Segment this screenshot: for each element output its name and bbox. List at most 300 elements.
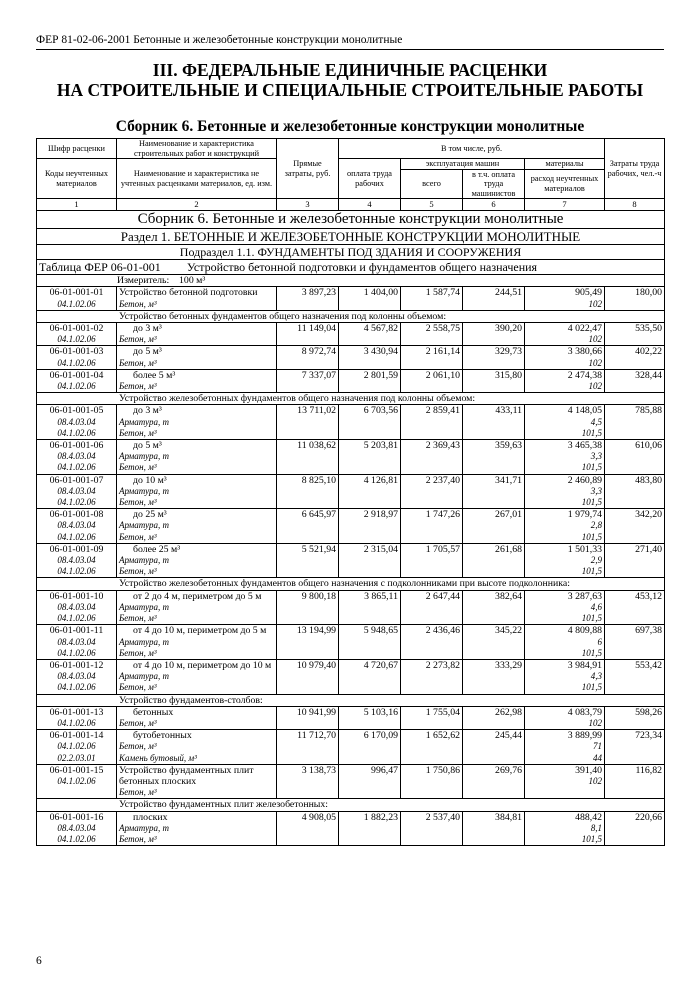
subsection-row: Подраздел 1.1. ФУНДАМЕНТЫ ПОД ЗДАНИЯ И СООРУЖЕНИЯ [37,245,665,260]
rate-machinists: 384,81 [463,811,525,846]
material-code: 08.4.03.04 [57,636,96,647]
rate-total: 2 237,40 [401,474,463,509]
rate-machinists: 345,22 [463,625,525,660]
rate-materials-cell [525,590,605,625]
rate-name: Устройство бетонной подготовки [119,287,258,299]
rate-code: 06-01-001-15 [49,764,104,776]
rate-name-cell [117,346,277,369]
rate-wages: 4 126,81 [339,474,401,509]
material-code: 04.1.02.06 [57,531,96,542]
rate-materials-cell [525,730,605,765]
table-title-row [37,260,665,275]
material-name: Бетон, м³ [119,531,157,542]
material-code: 04.1.02.06 [57,717,96,728]
rate-labor: 553,42 [605,659,665,694]
rate-code: 06-01-001-11 [49,625,104,637]
rate-row [37,543,665,578]
rate-row [37,287,665,310]
rate-labor: 483,80 [605,474,665,509]
material-code: 04.1.02.06 [57,381,96,392]
rate-direct: 10 941,99 [277,706,339,729]
rate-materials: 1 979,74 [567,509,603,521]
col-including-header: В том числе, руб. [339,139,605,159]
rate-labor: 402,22 [605,346,665,369]
rate-wages: 1 404,00 [339,287,401,310]
rate-materials: 2 474,38 [567,369,603,381]
rate-machinists: 315,80 [463,369,525,392]
rate-materials: 905,49 [575,287,603,299]
section-row: Раздел 1. БЕТОННЫЕ И ЖЕЛЕЗОБЕТОННЫЕ КОНСТРУКЦИИ МОНОЛИТНЫЕ [37,229,665,245]
material-code: 04.1.02.06 [57,741,96,752]
rate-code-cell [37,440,117,475]
rate-materials: 4 809,88 [567,625,603,637]
rate-materials-cell [525,323,605,346]
rate-total: 2 647,44 [401,590,463,625]
material-name: Арматура, т [119,451,169,462]
rate-code-cell [37,706,117,729]
group-title: Устройство железобетонных фундаментов общего назначения с подколонниками при высоте подколонника: [37,578,665,590]
material-code: 04.1.02.06 [57,647,96,658]
material-code: 08.4.03.04 [57,822,96,833]
rate-code: 06-01-001-12 [49,659,104,671]
material-name: Бетон, м³ [119,741,157,752]
rate-labor: 328,44 [605,369,665,392]
table-title: Устройство бетонной подготовки и фундаментов общего назначения [186,260,538,275]
rate-row [37,590,665,625]
material-use: 102 [588,334,603,345]
rate-materials-cell [525,509,605,544]
rate-materials-cell [525,287,605,310]
material-use: 101,5 [581,566,603,577]
rate-materials-cell [525,811,605,846]
material-code: 08.4.03.04 [57,671,96,682]
material-code: 02.2.03.01 [57,752,96,763]
material-use: 101,5 [581,531,603,542]
material-code: 04.1.02.06 [57,334,96,345]
rate-materials-cell [525,764,605,799]
rate-machinists: 244,51 [463,287,525,310]
rate-direct: 3 897,23 [277,287,339,310]
rate-code-cell [37,543,117,578]
page-title-line1: III. ФЕДЕРАЛЬНЫЕ ЕДИНИЧНЫЕ РАСЦЕНКИ [152,60,548,80]
rate-wages: 996,47 [339,764,401,799]
rate-code: 06-01-001-03 [49,346,104,358]
rate-name-cell [117,764,277,799]
rate-wages: 3 865,11 [339,590,401,625]
rate-direct: 7 337,07 [277,369,339,392]
column-number: 7 [525,199,605,211]
rate-wages: 6 170,09 [339,730,401,765]
rate-name-cell [117,323,277,346]
material-code: 04.1.02.06 [57,497,96,508]
column-numbers-row [37,199,665,211]
rate-name-cell [117,509,277,544]
rate-materials-cell [525,543,605,578]
rate-code: 06-01-001-08 [49,509,104,521]
rate-code-cell [37,590,117,625]
rate-name: до 3 м³ [133,405,162,417]
rate-direct: 8 825,10 [277,474,339,509]
rate-direct: 8 972,74 [277,346,339,369]
rate-materials: 3 380,66 [567,346,603,358]
rate-row [37,764,665,799]
rate-materials: 2 460,89 [567,474,603,486]
rate-materials-cell [525,625,605,660]
material-use: 6 [597,636,603,647]
material-use: 101,5 [581,427,603,438]
material-name: Бетон, м³ [119,427,157,438]
meter-value: 100 м³ [179,275,206,287]
rate-labor: 610,06 [605,440,665,475]
material-name: Бетон, м³ [119,717,157,728]
rate-code: 06-01-001-16 [49,811,104,823]
col-material-use-header: расход неучтенных материалов [525,169,605,199]
group-title: Устройство железобетонных фундаментов общего назначения под колонны объемом: [37,393,665,405]
rate-name-cell [117,659,277,694]
rate-materials-cell [525,346,605,369]
rate-row [37,346,665,369]
material-use: 4,3 [590,671,603,682]
rate-wages: 2 801,59 [339,369,401,392]
material-name: Бетон, м³ [119,566,157,577]
rate-machinists: 329,73 [463,346,525,369]
material-use: 4,6 [590,601,603,612]
material-use: 102 [588,381,603,392]
rate-name: плоских [133,811,168,823]
col-total-header: всего [401,169,463,199]
rate-name: от 4 до 10 м, периметром до 5 м [133,625,267,637]
rate-total: 2 273,82 [401,659,463,694]
rate-materials: 3 889,99 [567,730,603,742]
material-name: Бетон, м³ [119,381,157,392]
rate-row [37,369,665,392]
header-rule [36,49,664,50]
rate-name-cell [117,706,277,729]
rate-code: 06-01-001-04 [49,369,104,381]
material-name: Бетон, м³ [119,682,157,693]
material-use: 102 [588,298,603,309]
rate-name: до 25 м³ [133,509,167,521]
rate-name: от 4 до 10 м, периметром до 10 м [133,659,272,671]
col-labor-header: Затраты труда рабочих, чел.-ч [605,139,665,199]
rate-name: до 10 м³ [133,474,167,486]
material-use: 2,9 [590,555,603,566]
rate-materials: 1 501,33 [567,543,603,555]
rate-direct: 10 979,40 [277,659,339,694]
rate-total: 1 652,62 [401,730,463,765]
rate-materials-cell [525,659,605,694]
column-number: 3 [277,199,339,211]
rate-labor: 271,40 [605,543,665,578]
rate-code-cell [37,474,117,509]
rate-row [37,405,665,440]
material-code: 04.1.02.06 [57,462,96,473]
rate-direct: 13 711,02 [277,405,339,440]
rate-materials: 391,40 [575,764,603,776]
material-use: 102 [588,717,603,728]
material-code: 04.1.02.06 [57,682,96,693]
rate-name-cell [117,287,277,310]
rate-machinists: 269,76 [463,764,525,799]
rate-labor: 116,82 [605,764,665,799]
material-use: 101,5 [581,682,603,693]
material-code: 04.1.02.06 [57,833,96,844]
rate-materials: 4 022,47 [567,323,603,335]
material-use: 101,5 [581,462,603,473]
rate-materials-cell [525,369,605,392]
rate-wages: 4 720,67 [339,659,401,694]
material-use: 101,5 [581,647,603,658]
rate-code: 06-01-001-01 [49,287,104,299]
material-use: 3,3 [590,451,603,462]
rate-total: 1 747,26 [401,509,463,544]
rate-code-cell [37,659,117,694]
rate-machinists: 382,64 [463,590,525,625]
group-row [37,310,665,322]
rate-labor: 785,88 [605,405,665,440]
col-direct-header: Прямые затраты, руб. [277,139,339,199]
rate-materials-cell [525,706,605,729]
rate-wages: 1 882,23 [339,811,401,846]
col-name-sub-header: Наименование и характеристика не учтенных расценками материалов, ед. изм. [117,159,277,199]
material-code: 08.4.03.04 [57,416,96,427]
rate-wages: 2 918,97 [339,509,401,544]
rate-row [37,440,665,475]
rate-name: от 2 до 4 м, периметром до 5 м [133,590,262,602]
rate-machinists: 359,63 [463,440,525,475]
rate-name-cell [117,811,277,846]
rate-name-cell [117,405,277,440]
rate-row [37,811,665,846]
rate-name-cell [117,730,277,765]
material-use: 101,5 [581,613,603,624]
column-number: 5 [401,199,463,211]
rate-code-cell [37,811,117,846]
col-machines-header: эксплуатация машин [401,159,525,170]
rate-machinists: 390,20 [463,323,525,346]
material-name: Бетон, м³ [119,298,157,309]
rate-materials: 488,42 [575,811,603,823]
material-use: 71 [593,741,603,752]
material-name: Арматура, т [119,822,169,833]
rate-code: 06-01-001-10 [49,590,104,602]
rate-name: до 5 м³ [133,346,162,358]
group-row [37,393,665,405]
rate-materials: 4 083,79 [567,706,603,718]
col-wages-header: оплата труда рабочих [339,159,401,199]
rate-code-cell [37,625,117,660]
collection-row: Сборник 6. Бетонные и железобетонные конструкции монолитные [37,211,665,229]
meter-row [37,275,665,287]
rate-name: до 5 м³ [133,440,162,452]
rate-materials-cell [525,405,605,440]
rate-code: 06-01-001-05 [49,405,104,417]
material-code: 08.4.03.04 [57,451,96,462]
rate-materials: 3 465,38 [567,440,603,452]
material-name: Бетон, м³ [119,647,157,658]
running-header: ФЕР 81-02-06-2001 Бетонные и железобетонные конструкции монолитные [36,34,403,46]
rate-labor: 342,20 [605,509,665,544]
rate-row [37,730,665,765]
rate-name: бутобетонных [133,730,192,742]
rate-name-cell [117,474,277,509]
rate-labor: 535,50 [605,323,665,346]
material-use: 102 [588,775,603,786]
rate-total: 2 859,41 [401,405,463,440]
rate-direct: 5 521,94 [277,543,339,578]
material-code: 04.1.02.06 [57,357,96,368]
rate-materials: 4 148,05 [567,405,603,417]
rate-code-cell [37,730,117,765]
column-number: 1 [37,199,117,211]
rate-name-cell [117,590,277,625]
rate-wages: 2 315,04 [339,543,401,578]
rate-name: бетонных [133,706,174,718]
rate-code-cell [37,287,117,310]
rate-machinists: 341,71 [463,474,525,509]
rate-labor: 697,38 [605,625,665,660]
rate-direct: 3 138,73 [277,764,339,799]
rate-code: 06-01-001-09 [49,543,104,555]
group-title: Устройство фундаментных плит железобетонных: [37,799,665,811]
rate-code: 06-01-001-14 [49,730,104,742]
rate-code-cell [37,346,117,369]
collection-title: Сборник 6. Бетонные и железобетонные конструкции монолитные [115,118,585,135]
rate-total: 2 436,46 [401,625,463,660]
material-name: Бетон, м³ [119,334,157,345]
rate-direct: 11 712,70 [277,730,339,765]
col-code-header: Шифр расценки [37,139,117,159]
material-name: Арматура, т [119,485,169,496]
rate-code-cell [37,509,117,544]
rate-direct: 4 908,05 [277,811,339,846]
table-label: Таблица ФЕР 06-01-001 [39,260,161,275]
rate-labor: 598,26 [605,706,665,729]
rate-name-cell [117,440,277,475]
rate-labor: 180,00 [605,287,665,310]
rate-row [37,659,665,694]
material-use: 8,1 [590,822,603,833]
rate-row [37,323,665,346]
group-row [37,578,665,590]
material-name: Бетон, м³ [119,833,157,844]
col-incl-wages-header: в т.ч. оплата труда машинистов [463,169,525,199]
material-name: Бетон, м³ [119,462,157,473]
rate-row [37,625,665,660]
material-code: 04.1.02.06 [57,775,96,786]
rate-row [37,474,665,509]
rate-name: более 25 м³ [133,543,181,555]
rate-total: 2 537,40 [401,811,463,846]
material-code: 08.4.03.04 [57,601,96,612]
rate-wages: 5 203,81 [339,440,401,475]
material-name: Арматура, т [119,416,169,427]
rate-name: до 3 м³ [133,323,162,335]
rate-machinists: 245,44 [463,730,525,765]
group-row [37,694,665,706]
column-number: 4 [339,199,401,211]
material-code: 04.1.02.06 [57,613,96,624]
rate-code: 06-01-001-07 [49,474,104,486]
material-name: Арматура, т [119,601,169,612]
rate-machinists: 433,11 [463,405,525,440]
material-use: 101,5 [581,497,603,508]
material-code: 04.1.02.06 [57,298,96,309]
material-name: Арматура, т [119,671,169,682]
material-code: 04.1.02.06 [57,427,96,438]
rate-machinists: 267,01 [463,509,525,544]
rate-code-cell [37,323,117,346]
rate-total: 2 161,14 [401,346,463,369]
rate-row [37,706,665,729]
rate-machinists: 262,98 [463,706,525,729]
rate-total: 2 369,43 [401,440,463,475]
material-use: 2,8 [590,520,603,531]
rate-materials-cell [525,440,605,475]
rate-code-cell [37,405,117,440]
rate-direct: 6 645,97 [277,509,339,544]
rate-materials-cell [525,474,605,509]
rate-direct: 11 149,04 [277,323,339,346]
column-number: 6 [463,199,525,211]
rate-machinists: 333,29 [463,659,525,694]
col-name-header: Наименование и характеристика строительных работ и конструкций [117,139,277,159]
meter-label: Измеритель: [117,275,170,287]
rate-total: 1 587,74 [401,287,463,310]
rate-direct: 13 194,99 [277,625,339,660]
rate-labor: 220,66 [605,811,665,846]
material-name: Бетон, м³ [119,787,157,798]
material-name: Бетон, м³ [119,613,157,624]
rate-labor: 723,34 [605,730,665,765]
group-title: Устройство бетонных фундаментов общего назначения под колонны объемом: [37,310,665,322]
group-row [37,799,665,811]
rate-code: 06-01-001-06 [49,440,104,452]
rate-code: 06-01-001-02 [49,323,104,335]
rate-machinists: 261,68 [463,543,525,578]
rate-name: Устройство фундаментных плит бетонных плоских [119,764,254,787]
rate-wages: 6 703,56 [339,405,401,440]
rates-table [36,138,665,846]
material-code: 08.4.03.04 [57,520,96,531]
rate-name-cell [117,543,277,578]
material-name: Бетон, м³ [119,497,157,508]
column-number: 2 [117,199,277,211]
page-title-line2: НА СТРОИТЕЛЬНЫЕ И СПЕЦИАЛЬНЫЕ СТРОИТЕЛЬНЫЕ РАБОТЫ [56,80,644,100]
rate-wages: 4 567,82 [339,323,401,346]
material-use: 102 [588,357,603,368]
rate-labor: 453,12 [605,590,665,625]
rate-wages: 5 948,65 [339,625,401,660]
rate-wages: 5 103,16 [339,706,401,729]
material-name: Арматура, т [119,636,169,647]
rate-direct: 9 800,18 [277,590,339,625]
rate-code: 06-01-001-13 [49,706,104,718]
rate-code-cell [37,369,117,392]
rate-name-cell [117,625,277,660]
material-name: Арматура, т [119,555,169,566]
rate-direct: 11 038,62 [277,440,339,475]
material-code: 04.1.02.06 [57,566,96,577]
rate-materials: 3 984,91 [567,659,603,671]
material-code: 08.4.03.04 [57,555,96,566]
rate-name: более 5 м³ [133,369,176,381]
rate-total: 1 750,86 [401,764,463,799]
rate-total: 2 061,10 [401,369,463,392]
material-use: 44 [593,752,603,763]
material-code: 08.4.03.04 [57,485,96,496]
col-materials-header: материалы [525,159,605,170]
